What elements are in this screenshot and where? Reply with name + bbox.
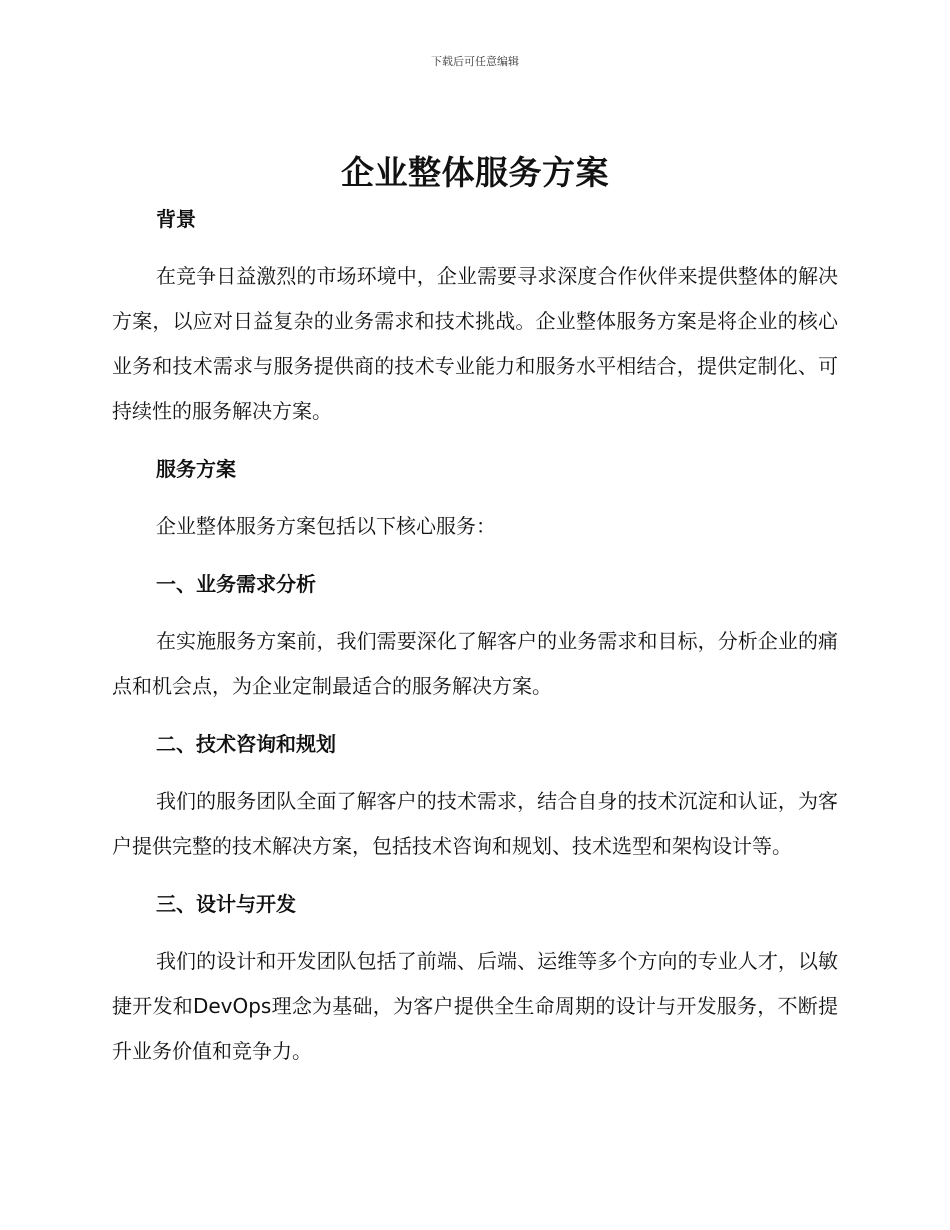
spacer [112, 759, 838, 779]
spacer [112, 919, 838, 939]
spacer [112, 599, 838, 619]
spacer [112, 484, 838, 504]
section-paragraph: 企业整体服务方案包括以下核心服务： [156, 514, 496, 538]
section-background [112, 204, 838, 434]
section-paragraph: 在实施服务方案前，我们需要深化了解客户的业务需求和目标，分析企业的痛点和机会点，为企业定制最适合的服务解决方案。 [112, 629, 838, 698]
section-heading: 服务方案 [156, 457, 236, 481]
section-paragraph: 我们的服务团队全面了解客户的技术需求，结合自身的技术沉淀和认证，为客户提供完整的技术解决方案，包括技术咨询和规划、技术选型和架构设计等。 [112, 789, 838, 858]
section-heading: 一、业务需求分析 [156, 572, 316, 596]
spacer [112, 709, 838, 729]
document-body [112, 204, 838, 1074]
section-heading: 背景 [156, 207, 196, 231]
section-tech-consulting [112, 729, 838, 869]
header-note: 下载后可任意编辑 [431, 55, 519, 68]
spacer [112, 549, 838, 569]
section-paragraph: 在竞争日益激烈的市场环境中，企业需要寻求深度合作伙伴来提供整体的解决方案，以应对日益复杂的业务需求和技术挑战。企业整体服务方案是将企业的核心业务和技术需求与服务提供商的技术专业能力和服务水平相结合，提供定制化、可持续性的服务解决方案。 [112, 264, 838, 423]
document-title: 企业整体服务方案 [341, 153, 609, 192]
spacer [112, 869, 838, 889]
section-heading: 三、设计与开发 [156, 892, 296, 916]
spacer [112, 234, 838, 254]
spacer [112, 434, 838, 454]
section-paragraph: 我们的设计和开发团队包括了前端、后端、运维等多个方向的专业人才，以敏捷开发和DevOps理念为基础，为客户提供全生命周期的设计与开发服务，不断提升业务价值和竞争力。 [112, 949, 838, 1063]
section-business-analysis [112, 569, 838, 709]
section-service-plan [112, 454, 838, 549]
section-heading: 二、技术咨询和规划 [156, 732, 336, 756]
section-design-development [112, 889, 838, 1074]
